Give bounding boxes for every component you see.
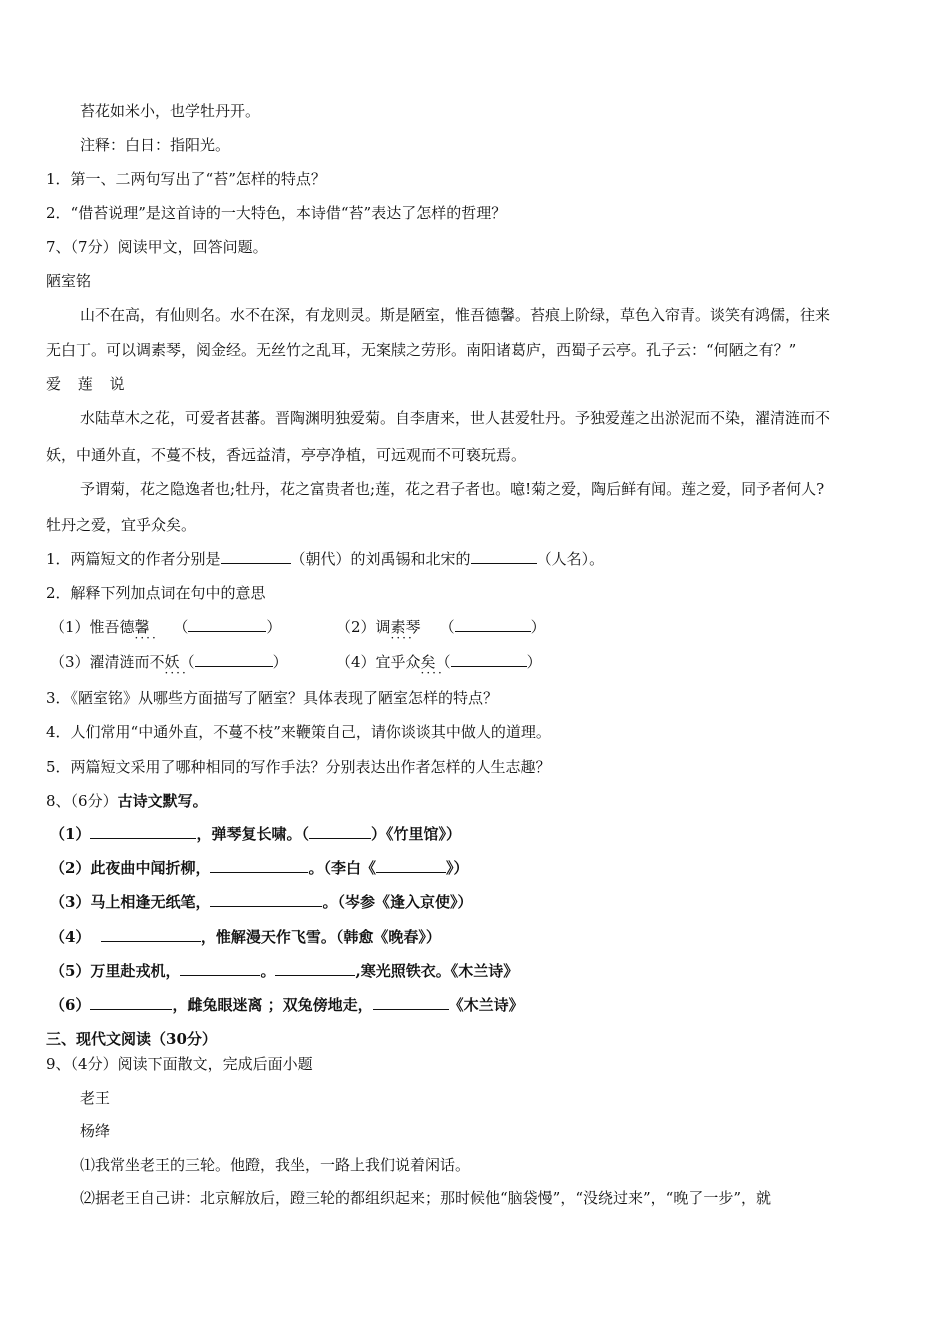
recite-6-num: （6）	[50, 996, 91, 1014]
poem-question-1: 1．第一、二两句写出了“苔”怎样的特点？	[46, 170, 326, 188]
poem-line: 苔花如米小，也学牡丹开。	[80, 102, 261, 120]
answer-blank[interactable]	[455, 617, 531, 632]
answer-blank[interactable]	[373, 995, 449, 1010]
q7-sub-1	[46, 549, 604, 569]
answer-blank[interactable]	[210, 892, 322, 907]
q7-sub-2: 2．解释下列加点词在句中的意思	[46, 584, 266, 602]
recite-line-1	[50, 824, 461, 844]
ailianshuo-line-3: 予谓菊，花之隐逸者也;牡丹，花之富贵者也;莲，花之君子者也。噫!菊之爱，陶后鲜有闻。莲之爱，同予者何人?	[80, 480, 825, 498]
q7-sub-1-text-c: （人名）。	[536, 550, 605, 568]
ailianshuo-line-4: 牡丹之爱，宜乎众矣。	[46, 516, 197, 534]
answer-blank[interactable]	[188, 617, 266, 632]
essay-paragraph-1: ⑴我常坐老王的三轮。他蹬，我坐，一路上我们说着闲话。	[80, 1156, 471, 1174]
recite-5-source: ,寒光照铁衣。《木兰诗》	[355, 962, 519, 980]
q7-sub-1-text-a: 1．两篇短文的作者分别是	[46, 550, 221, 568]
section-3-title: 三、现代文阅读（30分）	[46, 1030, 217, 1048]
paren-open: （	[439, 618, 455, 636]
dotted-word: 素琴 ····	[391, 618, 421, 636]
word-item-4-text: （4）宜乎众	[336, 653, 421, 671]
recite-line-5	[50, 961, 518, 981]
answer-blank[interactable]	[101, 927, 201, 942]
answer-blank[interactable]	[195, 652, 273, 667]
q8-header	[46, 791, 208, 811]
q7-sub-3: 3．《陋室铭》从哪些方面描写了陋室？具体表现了陋室怎样的特点？	[46, 689, 499, 707]
q7-sub-4: 4．人们常用“中通外直，不蔓不枝”来鞭策自己，请你谈谈其中做人的道理。	[46, 723, 551, 741]
word-item-2-space	[421, 618, 440, 636]
recite-5-period: 。	[260, 962, 276, 980]
q7-header: 7、（7分）阅读甲文，回答问题。	[46, 238, 268, 256]
recite-6-source: 《木兰诗》	[448, 996, 524, 1014]
ailianshuo-line-1: 水陆草木之花，可爱者甚蕃。晋陶渊明独爱菊。自李唐来，世人甚爱牡丹。予独爱莲之出淤泥而不染，濯清涟而不	[80, 409, 831, 427]
answer-blank[interactable]	[275, 961, 355, 976]
q7-sub-5: 5．两篇短文采用了哪种相同的写作手法？分别表达出作者怎样的人生志趣？	[46, 758, 551, 776]
answer-blank[interactable]	[376, 858, 446, 873]
dotted-word: 矣 ····	[421, 653, 436, 671]
paren-open: （	[173, 618, 189, 636]
recite-2-source: 。（李白《	[308, 859, 376, 877]
paren-close: ）	[272, 653, 288, 671]
word-item-3-text: （3）濯清涟而不	[50, 653, 165, 671]
ailianshuo-line-2: 妖，中通外直，不蔓不枝，香远益清，亭亭净植，可远观而不可亵玩焉。	[46, 446, 527, 464]
word-item-2-text: （2）调	[336, 618, 391, 636]
recite-4-space	[90, 928, 100, 946]
recite-2-end: 》）	[445, 859, 469, 877]
answer-blank[interactable]	[309, 824, 371, 839]
dotted-word: 妖 ····	[165, 653, 180, 671]
essay-title: 老王	[80, 1089, 111, 1107]
answer-blank[interactable]	[180, 961, 260, 976]
answer-blank[interactable]	[90, 824, 196, 839]
q8-header-title: 古诗文默写。	[117, 792, 208, 810]
recite-line-2	[50, 858, 468, 878]
recite-1-text: ，弹琴复长啸。（	[196, 825, 309, 843]
paren-close: ）	[526, 653, 542, 671]
answer-blank[interactable]	[471, 549, 537, 564]
word-item-4	[336, 652, 542, 672]
loushiming-line-1: 山不在高，有仙则名。水不在深，有龙则灵。斯是陋室，惟吾德馨。苔痕上阶绿，草色入帘青。谈笑有鸿儒，往来	[80, 306, 831, 324]
recite-1-num: （1）	[50, 825, 91, 843]
title-loushiming: 陋室铭	[46, 272, 92, 290]
recite-line-6	[50, 995, 524, 1015]
recite-3-text: （3）马上相逢无纸笔，	[50, 893, 211, 911]
paren-open: （	[179, 653, 195, 671]
dotted-word: 馨 ····	[135, 618, 150, 636]
recite-line-3	[50, 892, 472, 912]
recite-2-text: （2）此夜曲中闻折柳，	[50, 859, 211, 877]
loushiming-line-2: 无白丁。可以调素琴，阅金经。无丝竹之乱耳，无案牍之劳形。南阳诸葛庐，西蜀子云亭。孔子云：“何陋之有？”	[46, 341, 797, 359]
recite-line-4	[50, 927, 441, 947]
recite-6-text: ，雌兔眼迷离 ；双兔傍地走，	[172, 996, 373, 1014]
paren-close: ）	[530, 618, 546, 636]
answer-blank[interactable]	[210, 858, 308, 873]
recite-4-text: ，惟解漫天作飞雪。（韩愈《晚春》）	[200, 928, 441, 946]
poem-question-2: 2．“借苔说理”是这首诗的一大特色，本诗借“苔”表达了怎样的哲理？	[46, 204, 507, 222]
q8-header-number: 8、（6分）	[46, 792, 118, 810]
answer-blank[interactable]	[451, 652, 527, 667]
essay-author: 杨绛	[80, 1122, 111, 1140]
recite-5-text: （5）万里赴戎机，	[50, 962, 181, 980]
essay-paragraph-2: ⑵据老王自己讲：北京解放后，蹬三轮的都组织起来；那时候他“脑袋慢”，“没绕过来”，“晚了一步”，就	[80, 1189, 772, 1207]
word-item-3	[50, 652, 288, 672]
q9-header: 9、（4分）阅读下面散文，完成后面小题	[46, 1055, 313, 1073]
word-item-1	[50, 617, 281, 637]
paren-close: ）	[266, 618, 282, 636]
answer-blank[interactable]	[221, 549, 291, 564]
word-item-1-text: （1）惟吾德	[50, 618, 135, 636]
poem-note: 注释：白日：指阳光。	[80, 136, 231, 154]
word-item-2	[336, 617, 546, 637]
title-ailianshuo: 爱 莲 说	[46, 375, 131, 393]
recite-1-source: ）《竹里馆》）	[370, 825, 461, 843]
q7-sub-1-text-b: （朝代）的刘禹锡和北宋的	[290, 550, 471, 568]
paren-open: （	[435, 653, 451, 671]
recite-3-source: 。（岑参《逢入京使》）	[322, 893, 473, 911]
answer-blank[interactable]	[90, 995, 172, 1010]
recite-4-num: （4）	[50, 928, 91, 946]
